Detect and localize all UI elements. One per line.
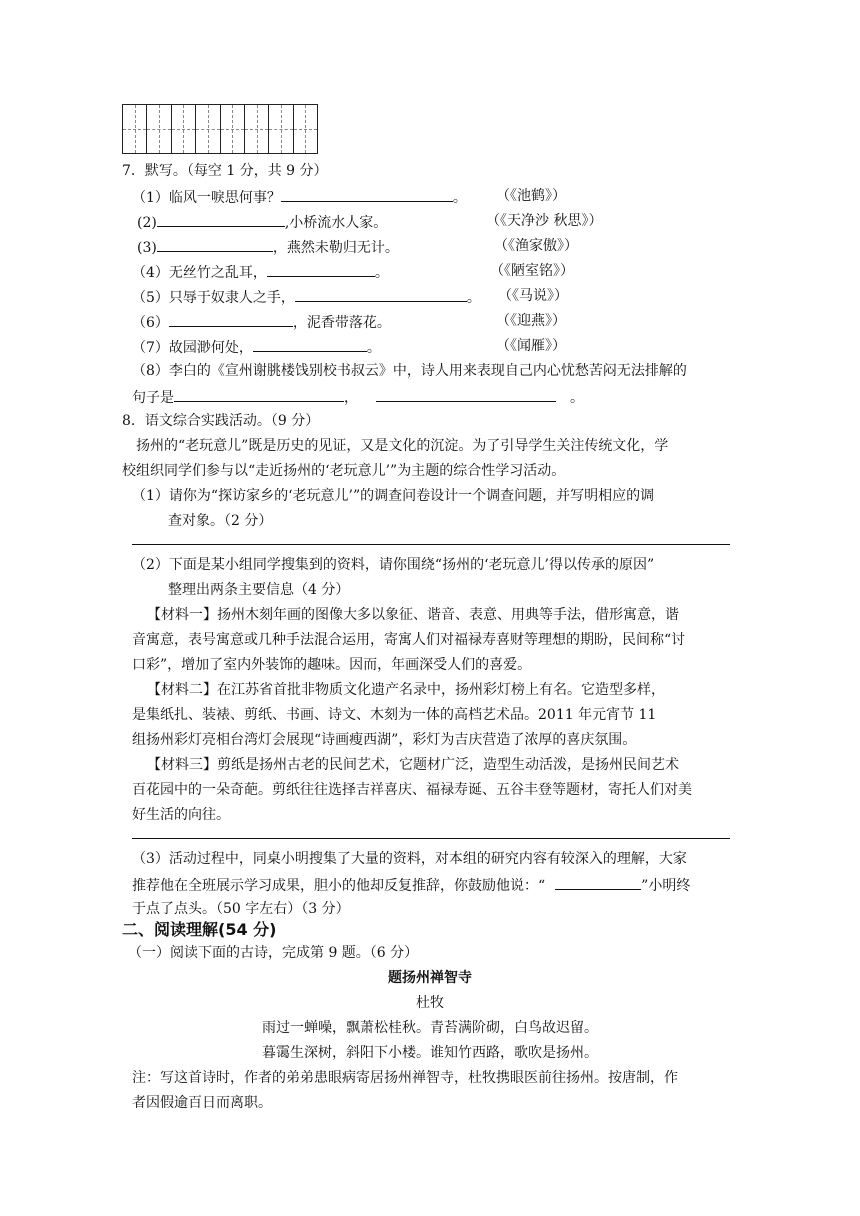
q8-part3-line2: 推荐他在全班展示学习成果，胆小的他却反复推辞，你鼓励他说：“ ”小明终 bbox=[132, 875, 690, 895]
answer-blank[interactable] bbox=[267, 262, 375, 277]
q8-part2-line1: （2）下面是某小组同学搜集到的资料，请你围绕“扬州的‘老玩意儿’得以传承的原因” bbox=[132, 557, 655, 573]
answer-blank[interactable] bbox=[157, 237, 273, 252]
q8-part1-line1: （1）请你为“探访家乡的‘老玩意儿’”的调查问卷设计一个调查问题，并写明相应的调 bbox=[132, 488, 655, 504]
poem-note-line2: 者因假逾百日而离职。 bbox=[132, 1095, 272, 1111]
material-2-line3: 组扬州彩灯亮相台湾灯会展现“诗画瘦西湖”，彩灯为吉庆营造了浓厚的喜庆氛围。 bbox=[132, 732, 637, 748]
material-1-line3: 口彩”，增加了室内外装饰的趣味。因而，年画深受人们的喜爱。 bbox=[132, 657, 532, 673]
q8-intro-2: 校组织同学们参与以“走近扬州的‘老玩意儿’”为主题的综合性学习活动。 bbox=[122, 463, 566, 479]
q7-item-6: （6） ，泥香带落花。 bbox=[132, 312, 391, 332]
q7-source-7: （《闻雁》） bbox=[496, 338, 566, 354]
q7-item-2: (2) ,小桥流水人家。 bbox=[137, 212, 387, 232]
q7-item-5: （5）只辱于奴隶人之手， 。 bbox=[132, 287, 481, 307]
poem-note-line1: 注：写这首诗时，作者的弟弟患眼病寄居扬州禅智寺，杜牧携眼医前往扬州。按唐制，作 bbox=[132, 1070, 678, 1086]
material-2-line2: 是集纸扎、装裱、剪纸、书画、诗文、木刻为一体的高档艺术品。2011 年元宵节 11 bbox=[132, 707, 657, 723]
q7-item-1: （1）临风一唳思何事？ 。 bbox=[132, 187, 467, 207]
material-2-line1: 【材料二】在江苏省首批非物质文化遗产名录中，扬州彩灯榜上有名。它造型多样， bbox=[147, 682, 665, 698]
material-3-line1: 【材料三】剪纸是扬州古老的民间艺术，它题材广泛，造型生动活泼，是扬州民间艺术 bbox=[147, 757, 679, 773]
answer-line[interactable] bbox=[132, 838, 730, 839]
answer-line[interactable] bbox=[132, 544, 730, 545]
material-3-line3: 好生活的向往。 bbox=[132, 807, 230, 823]
q7-item-3: (3) ，燕然未勒归无计。 bbox=[137, 237, 399, 257]
answer-blank[interactable] bbox=[376, 387, 556, 402]
q7-item-8-line2: 句子是 ， 。 bbox=[132, 387, 584, 407]
q8-part2-line2: 整理出两条主要信息（4 分） bbox=[168, 582, 350, 598]
poem-line-2: 暮霭生深树，斜阳下小楼。谁知竹西路，歌吹是扬州。 bbox=[262, 1045, 598, 1061]
poem-title: 题扬州禅智寺 bbox=[388, 970, 472, 986]
q7-source-5: （《马说》） bbox=[498, 288, 568, 304]
q8-part3-line3: 于点了点头。（50 字左右）（3 分） bbox=[132, 901, 350, 917]
section-2-subtitle: （一）阅读下面的古诗，完成第 9 题。（6 分） bbox=[128, 945, 419, 961]
q7-source-3: （《渔家傲》） bbox=[494, 238, 578, 254]
q8-intro-1: 扬州的“老玩意儿”既是历史的见证，又是文化的沉淀。为了引导学生关注传统文化，学 bbox=[136, 438, 669, 454]
q7-source-2: （《天净沙 秋思》） bbox=[486, 213, 603, 229]
material-1-line1: 【材料一】扬州木刻年画的图像大多以象征、谐音、表意、用典等手法，借形寓意，谐 bbox=[147, 607, 679, 623]
answer-blank[interactable] bbox=[174, 387, 344, 402]
answer-blank[interactable] bbox=[253, 337, 367, 352]
answer-blank[interactable] bbox=[281, 187, 453, 202]
answer-blank[interactable] bbox=[169, 312, 293, 327]
q7-source-1: （《池鹤》） bbox=[496, 188, 566, 204]
material-1-line2: 音寓意，表号寓意或几种手法混合运用，寄寓人们对福禄寿喜财等理想的期盼，民间称“讨 bbox=[132, 632, 686, 648]
q8-title: 8．语文综合实践活动。（9 分） bbox=[122, 413, 320, 429]
q7-item-4: （4）无丝竹之乱耳， 。 bbox=[132, 262, 389, 282]
section-2-title: 二、阅读理解(54 分) bbox=[122, 920, 277, 939]
answer-blank[interactable] bbox=[295, 287, 467, 302]
material-3-line2: 百花园中的一朵奇葩。剪纸往往选择吉祥喜庆、福禄寿诞、五谷丰登等题材，寄托人们对美 bbox=[132, 782, 692, 798]
q7-title: 7．默写。（每空 1 分，共 9 分） bbox=[122, 163, 328, 179]
q7-item-7: （7）故园渺何处， 。 bbox=[132, 337, 381, 357]
q7-item-8-line1: （8）李白的《宣州谢朓楼饯别校书叔云》中，诗人用来表现自己内心忧愁苦闷无法排解的 bbox=[132, 363, 687, 379]
q7-source-6: （《迎燕》） bbox=[496, 313, 566, 329]
poem-author: 杜牧 bbox=[416, 995, 444, 1011]
answer-blank[interactable] bbox=[555, 875, 641, 890]
q8-part1-line2: 查对象。（2 分） bbox=[168, 513, 273, 529]
poem-line-1: 雨过一蝉噪，飘萧松桂秋。青苔满阶砌，白鸟故迟留。 bbox=[262, 1020, 598, 1036]
writing-grid bbox=[122, 104, 318, 154]
q7-source-4: （《陋室铭》） bbox=[490, 263, 574, 279]
q8-part3-line1: （3）活动过程中，同桌小明搜集了大量的资料，对本组的研究内容有较深入的理解，大家 bbox=[132, 851, 687, 867]
answer-blank[interactable] bbox=[157, 212, 285, 227]
